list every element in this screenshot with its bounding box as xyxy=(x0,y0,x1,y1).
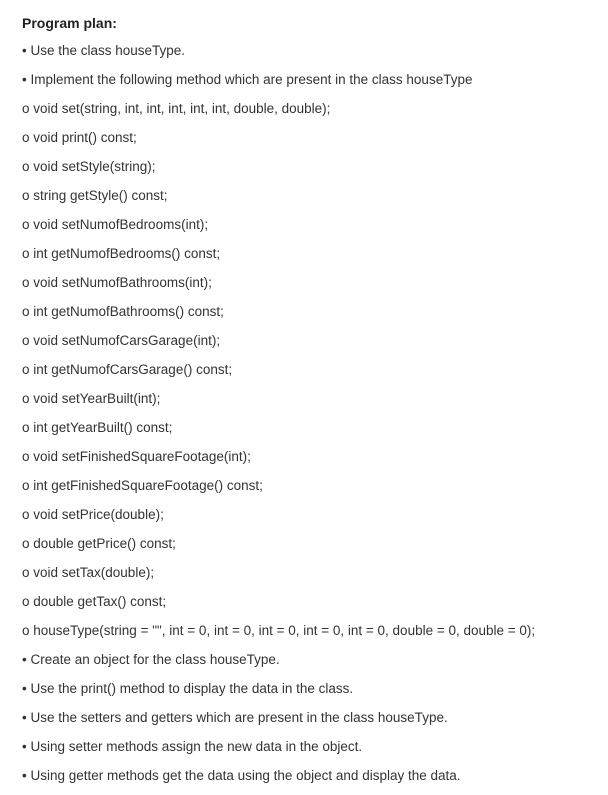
plan-list xyxy=(22,41,602,795)
plan-line: o void print() const; xyxy=(22,130,137,145)
plan-line: o void setYearBuilt(int); xyxy=(22,391,161,406)
plan-line: o void setNumofBathrooms(int); xyxy=(22,275,212,290)
plan-line: o void setFinishedSquareFootage(int); xyxy=(22,449,251,464)
plan-line: o void setTax(double); xyxy=(22,565,155,580)
plan-line: o void setStyle(string); xyxy=(22,159,156,174)
plan-line: • Use the class houseType. xyxy=(22,43,186,58)
section-heading: Program plan: xyxy=(22,15,117,31)
plan-line: o double getTax() const; xyxy=(22,594,167,609)
plan-line: o double getPrice() const; xyxy=(22,536,176,551)
plan-line: o houseType(string = "", int = 0, int = 0, int = 0, int = 0, int = 0, double = 0, double = 0); xyxy=(22,623,536,638)
plan-line: • Create an object for the class houseType. xyxy=(22,652,280,667)
plan-line: o void setPrice(double); xyxy=(22,507,164,522)
plan-line: o string getStyle() const; xyxy=(22,188,168,203)
plan-line: • Using setter methods assign the new data in the object. xyxy=(22,739,363,754)
plan-line: o int getYearBuilt() const; xyxy=(22,420,173,435)
plan-line: o int getNumofBedrooms() const; xyxy=(22,246,221,261)
plan-line: o int getFinishedSquareFootage() const; xyxy=(22,478,263,493)
plan-line: • Using getter methods get the data using the object and display the data. xyxy=(22,768,461,783)
plan-line: o void setNumofCarsGarage(int); xyxy=(22,333,221,348)
plan-line: o void set(string, int, int, int, int, int, double, double); xyxy=(22,101,331,116)
plan-line: • Implement the following method which are present in the class houseType xyxy=(22,72,473,87)
plan-line: o int getNumofBathrooms() const; xyxy=(22,304,224,319)
plan-line: • Use the setters and getters which are present in the class houseType. xyxy=(22,710,448,725)
plan-line: • Use the print() method to display the data in the class. xyxy=(22,681,354,696)
plan-line: o int getNumofCarsGarage() const; xyxy=(22,362,233,377)
plan-line: o void setNumofBedrooms(int); xyxy=(22,217,209,232)
document-body xyxy=(22,12,602,795)
